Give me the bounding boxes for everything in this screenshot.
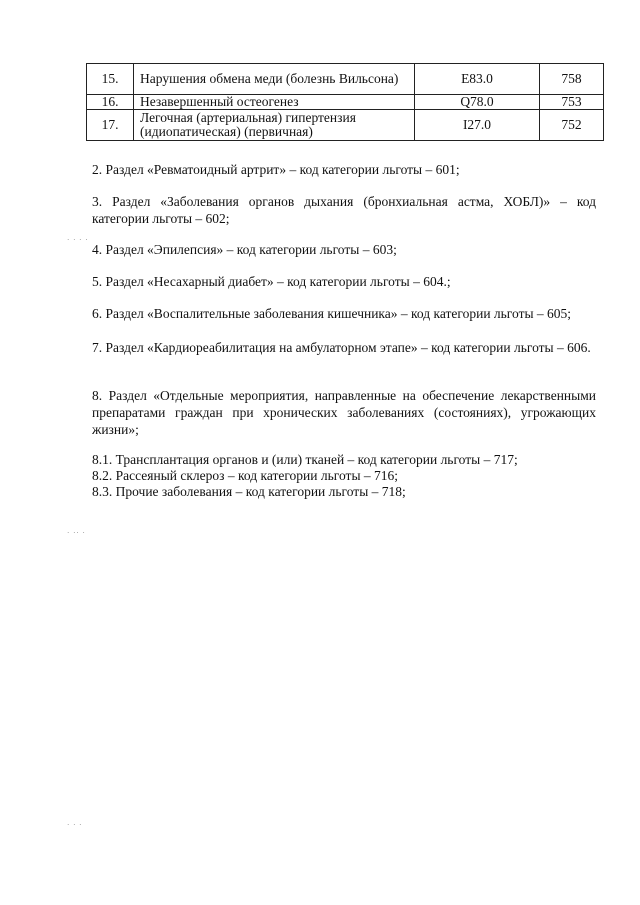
disease-name: Нарушения обмена меди (болезнь Вильсона) (134, 64, 415, 95)
category-code: 758 (540, 64, 604, 95)
row-number: 17. (87, 110, 134, 141)
subsection-8-2: 8.2. Рассеяный склероз – код категории льготы – 716; (92, 468, 399, 483)
category-code: 752 (540, 110, 604, 141)
section-2: 2. Раздел «Ревматоидный артрит» – код категории льготы – 601; (92, 162, 460, 177)
section-7: 7. Раздел «Кардиореабилитация на амбулаторном этапе» – код категории льготы – 606. (92, 340, 591, 355)
category-code: 753 (540, 95, 604, 110)
row-number: 16. (87, 95, 134, 110)
table-row (87, 64, 604, 95)
section-4: 4. Раздел «Эпилепсия» – код категории льготы – 603; (92, 242, 397, 257)
icd-code: E83.0 (415, 64, 540, 95)
icd-code: I27.0 (415, 110, 540, 141)
section-6: 6. Раздел «Воспалительные заболевания кишечника» – код категории льготы – 605; (92, 306, 572, 321)
disease-name: Незавершенный остеогенез (134, 95, 415, 110)
disease-name: Легочная (артериальная) гипертензия (идиопатическая) (первичная) (134, 110, 415, 141)
scan-mark: · · · · (67, 236, 89, 244)
section-8: 8. Раздел «Отдельные мероприятия, направленные на обеспечение лекарственными препаратами граждан при хронических заболеваниях (состояниях), угрожающих жизни»; (92, 388, 596, 437)
icd-code: Q78.0 (415, 95, 540, 110)
section-3: 3. Раздел «Заболевания органов дыхания (бронхиальная астма, ХОБЛ)» – код категории льготы – 602; (92, 194, 596, 226)
row-number: 15. (87, 64, 134, 95)
subsection-8-3: 8.3. Прочие заболевания – код категории льготы – 718; (92, 484, 406, 499)
scan-mark: · ·· · (67, 529, 86, 537)
table-row (87, 95, 604, 110)
diseases-table (86, 63, 604, 141)
subsection-8-1: 8.1. Трансплантация органов и (или) тканей – код категории льготы – 717; (92, 452, 518, 467)
section-5: 5. Раздел «Несахарный диабет» – код категории льготы – 604.; (92, 274, 451, 289)
table-row (87, 110, 604, 141)
scan-mark: · · · (67, 821, 83, 829)
